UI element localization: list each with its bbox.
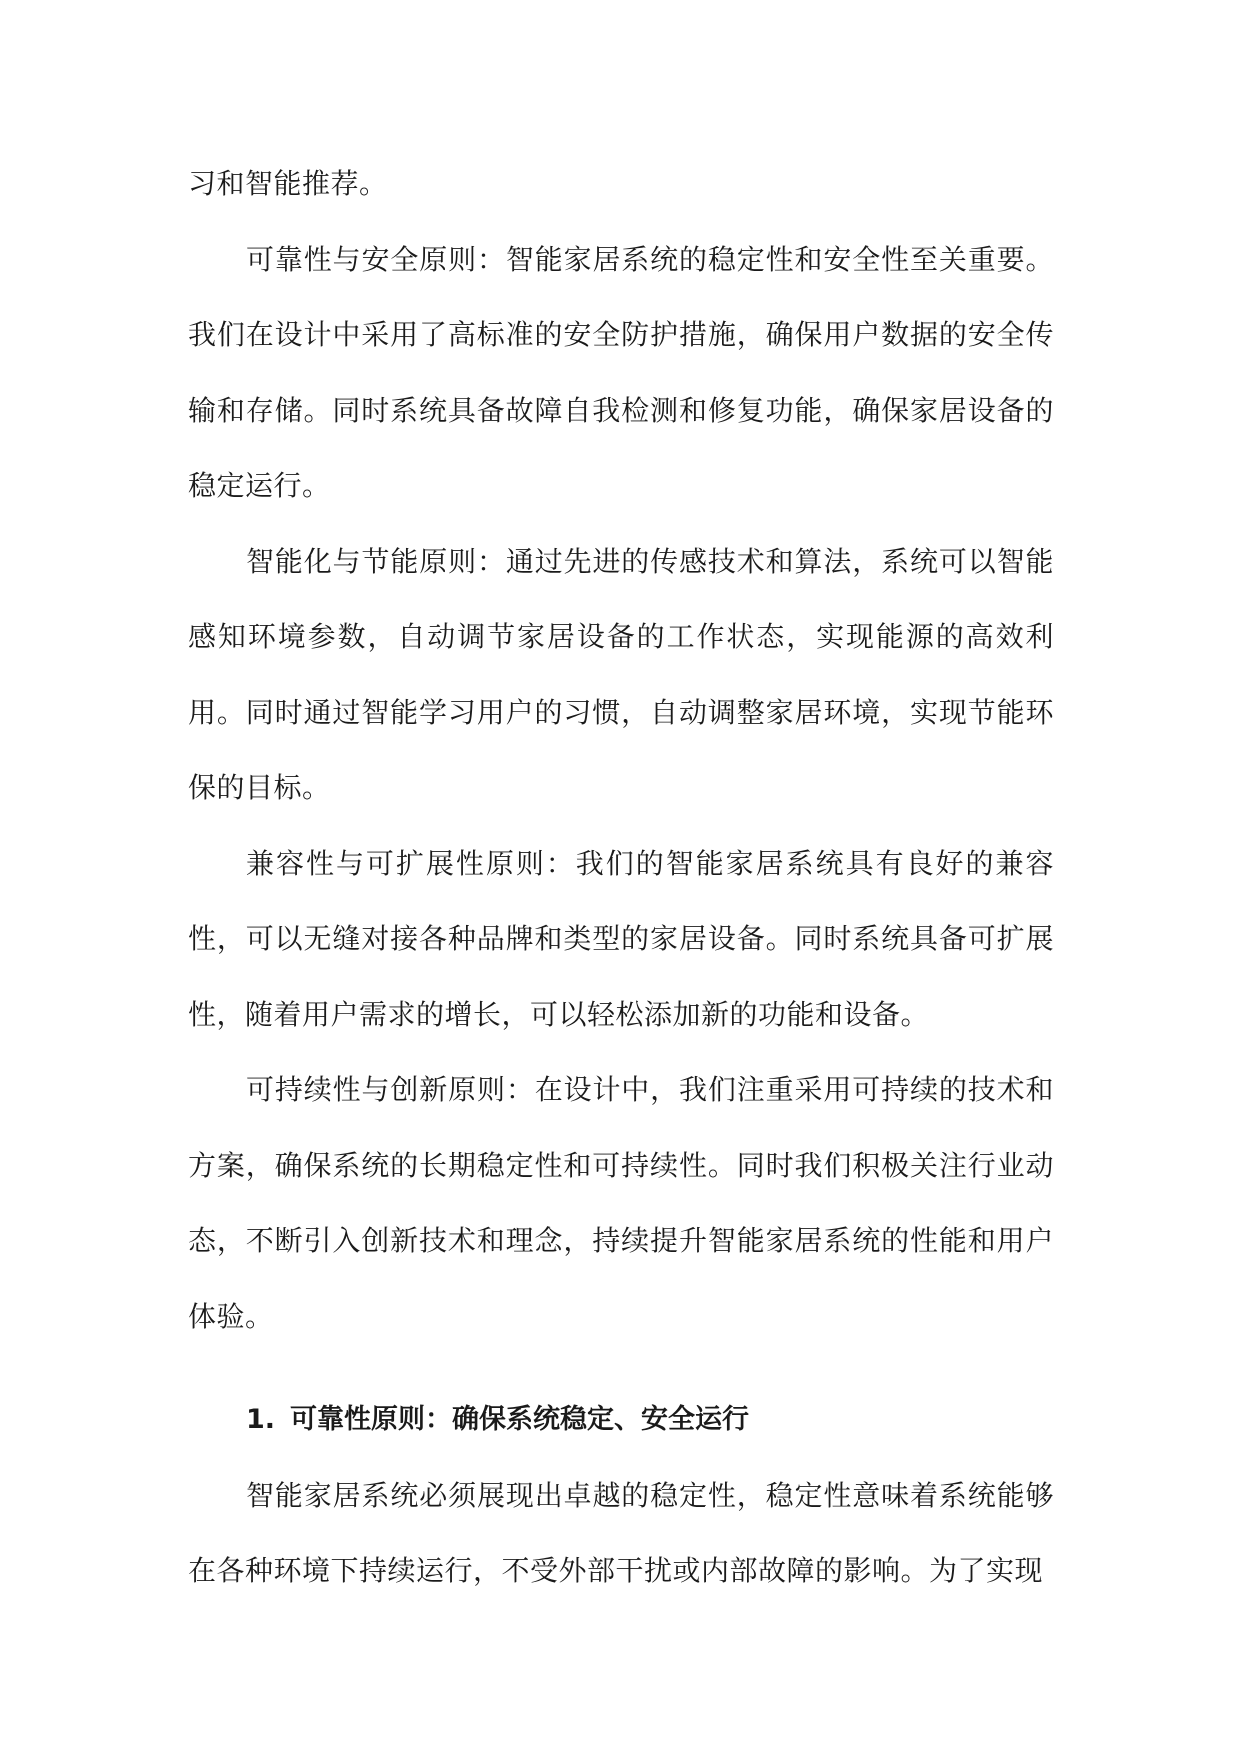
paragraph-reliability-security: 可靠性与安全原则：智能家居系统的稳定性和安全性至关重要。我们在设计中采用了高标准的安全防护措施，确保用户数据的安全传输和存储。同时系统具备故障自我检测和修复功能，确保家居设备的稳定运行。	[188, 242, 1054, 502]
document-body	[188, 146, 1054, 1609]
section-number: 1.	[246, 1404, 276, 1435]
section-heading	[188, 1382, 1054, 1458]
paragraph-stability: 智能家居系统必须展现出卓越的稳定性，稳定性意味着系统能够在各种环境下持续运行，不受外部干扰或内部故障的影响。为了实现	[188, 1478, 1054, 1587]
paragraph-intelligence-energy: 智能化与节能原则：通过先进的传感技术和算法，系统可以智能感知环境参数，自动调节家居设备的工作状态，实现能源的高效利用。同时通过智能学习用户的习惯，自动调整家居环境，实现节能环保的目标。	[188, 544, 1054, 804]
paragraph-continuation: 习和智能推荐。	[188, 167, 388, 200]
section-title: 可靠性原则：确保系统稳定、安全运行	[290, 1404, 749, 1435]
paragraph-sustainability-innovation: 可持续性与创新原则：在设计中，我们注重采用可持续的技术和方案，确保系统的长期稳定性和可持续性。同时我们积极关注行业动态，不断引入创新技术和理念，持续提升智能家居系统的性能和用户体验。	[188, 1073, 1054, 1333]
paragraph-compatibility-scalability: 兼容性与可扩展性原则：我们的智能家居系统具有良好的兼容性，可以无缝对接各种品牌和类型的家居设备。同时系统具备可扩展性，随着用户需求的增长，可以轻松添加新的功能和设备。	[188, 846, 1054, 1031]
